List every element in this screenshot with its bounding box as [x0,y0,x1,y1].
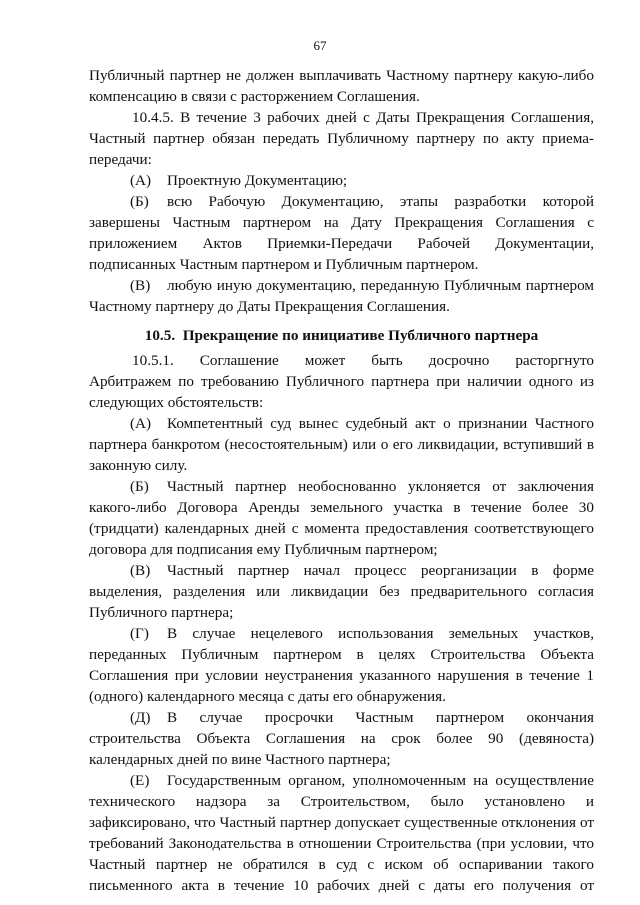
item-label: (Д) [130,709,151,726]
text-line: компенсацию в связи с расторжением Соглашения. [89,88,420,105]
item-label: (А) [130,415,152,432]
text-line: письменного акта в течение 10 рабочих дней с даты его получения от [89,877,594,894]
text-line: завершены Частным партнером на Дату Прекращения Соглашения с [89,214,594,231]
list-item [130,414,594,434]
text-line: Публичного партнера; [89,604,234,621]
text-line: договора для подписания ему Публичным партнером; [89,541,438,558]
list-item [130,771,594,791]
text-line: приложением Актов Приемки-Передачи Рабочей Документации, [89,235,594,252]
item-text: Государственным органом, уполномоченным на осуществление [167,772,594,789]
item-label: (А) [130,172,152,189]
text-line: строительства Объекта Соглашения на срок более 90 (девяноста) [89,730,594,747]
text-line: (тридцати) календарных дней с момента предоставления соответствующего [89,520,594,537]
section-heading: 10.5. Прекращение по инициативе Публичного партнера [144,327,539,344]
text-line: выделения, разделения или ликвидации без предварительного согласия [89,583,594,600]
list-item [130,708,594,728]
item-label: (Б) [130,478,149,495]
text-line: какого-либо Договора Аренды земельного участка в течение более 30 [89,499,594,516]
item-text: В случае нецелевого использования земельных участков, [167,625,594,642]
list-item [130,477,594,497]
text-line: партнера банкротом (несостоятельным) или о его ликвидации, вступивший в [89,436,594,453]
item-label: (Г) [130,625,149,642]
text-line: Публичный партнер не должен выплачивать Частному партнеру какую-либо [89,67,594,84]
item-text: любую иную документацию, переданную Публичным партнером [167,277,594,294]
list-item [130,276,594,296]
text-line: подписанных Частным партнером и Публичным партнером. [89,256,479,273]
text-line: переданных Публичным партнером в целях Строительства Объекта [89,646,594,663]
item-label: (Б) [130,193,149,210]
list-item [130,171,594,191]
list-item [130,192,594,212]
clause-10-5-1-line: 10.5.1. Соглашение может быть досрочно расторгнуто [132,352,594,369]
item-text: всю Рабочую Документацию, этапы разработки которой [167,193,594,210]
item-label: (Е) [130,772,150,789]
item-label: (В) [130,277,151,294]
text-line: Соглашения при условии неустранения указанного нарушения в течение 1 [89,667,594,684]
item-text: В случае просрочки Частным партнером окончания [167,709,594,726]
item-text: Частный партнер начал процесс реорганизации в форме [167,562,594,579]
text-line: Частному партнеру до Даты Прекращения Соглашения. [89,298,450,315]
text-line: календарных дней по вине Частного партнера; [89,751,391,768]
text-line: следующих обстоятельств: [89,394,264,411]
clause-10-4-5-line: 10.4.5. В течение 3 рабочих дней с Даты Прекращения Соглашения, [132,109,594,126]
text-line: Частный партнер не обратился в суд с иском об оспаривании такого [89,856,594,873]
text-line: законную силу. [89,457,188,474]
text-line: зафиксировано, что Частный партнер допускает существенные отклонения от [89,814,594,831]
text-line: требований Законодательства в отношении Строительства (при условии, что [89,835,594,852]
list-item [130,561,594,581]
list-item [130,624,594,644]
item-label: (В) [130,562,151,579]
text-line: Частный партнер обязан передать Публичному партнеру по акту приема- [89,130,594,147]
item-text: Проектную Документацию; [167,172,348,189]
text-line: технического надзора за Строительством, было установлено и [89,793,594,810]
text-line: (одного) календарного месяца с даты его обнаружения. [89,688,446,705]
text-line: Арбитражем по требованию Публичного партнера при наличии одного из [89,373,594,390]
text-line: передачи: [89,151,152,168]
item-text: Частный партнер необоснованно уклоняется от заключения [167,478,594,495]
page-number: 67 [313,38,327,53]
item-text: Компетентный суд вынес судебный акт о признании Частного [167,415,594,432]
